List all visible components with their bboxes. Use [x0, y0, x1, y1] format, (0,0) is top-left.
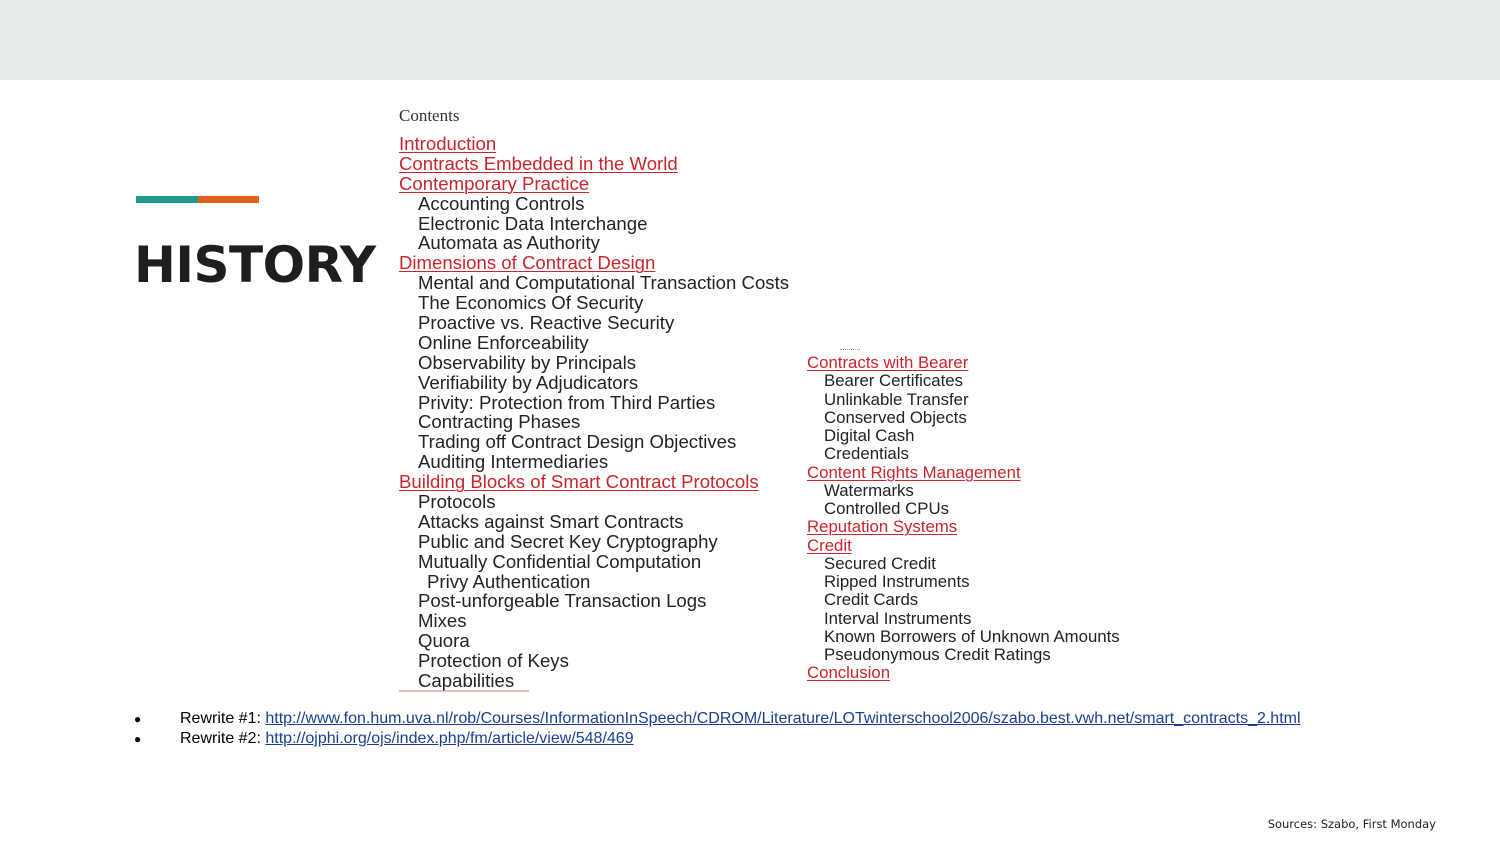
accent-bar-teal [136, 196, 198, 203]
toc-subitem-ripped-instruments: Ripped Instruments [824, 572, 970, 591]
toc-subitem-mixes: Mixes [418, 610, 467, 632]
toc-subitem-proactive-vs-reactive-security: Proactive vs. Reactive Security [418, 312, 675, 334]
toc-link-conclusion[interactable]: Conclusion [807, 663, 891, 683]
sources-footer: Sources: Szabo, First Monday [1267, 817, 1436, 831]
toc-subitem-privity-protection-from-third-parties: Privity: Protection from Third Parties [418, 391, 716, 413]
toc-subitem-protocols: Protocols [418, 491, 496, 513]
toc-subitem-trading-off-contract-design-objectives: Trading off Contract Design Objectives [418, 431, 737, 453]
toc-link-credit[interactable]: Credit [807, 535, 852, 555]
toc-link-contracts-embedded-in-the-world[interactable]: Contracts Embedded in the World [399, 152, 678, 174]
toc-subitem-controlled-cpus: Controlled CPUs [824, 499, 949, 518]
toc-subitem-automata-as-authority: Automata as Authority [418, 232, 600, 254]
toc-right-column [807, 354, 1120, 683]
toc-subitem-public-and-secret-key-cryptography: Public and Secret Key Cryptography [418, 530, 718, 552]
bullet-label: Rewrite #2: [180, 730, 266, 747]
toc-subitem-attacks-against-smart-contracts: Attacks against Smart Contracts [418, 510, 684, 532]
toc-subitem-verifiability-by-adjudicators: Verifiability by Adjudicators [418, 371, 639, 393]
toc-subitem-mental-and-computational-transaction-costs: Mental and Computational Transaction Costs [418, 272, 790, 294]
source-bullet-item [134, 729, 1301, 749]
toc-subitem-secured-credit: Secured Credit [824, 553, 936, 573]
toc-heading: Contents [399, 106, 460, 125]
toc-subitem-electronic-data-interchange: Electronic Data Interchange [418, 212, 648, 234]
toc-subitem-observability-by-principals: Observability by Principals [418, 351, 637, 373]
toc-left-column [399, 134, 789, 691]
toc-link-building-blocks-of-smart-contract-protocols[interactable]: Building Blocks of Smart Contract Protocols [399, 471, 759, 493]
toc-link-contemporary-practice[interactable]: Contemporary Practice [399, 172, 590, 194]
toc-subitem-digital-cash: Digital Cash [824, 426, 915, 445]
toc-subitem-quora: Quora [418, 630, 470, 652]
source-bullet-item [134, 709, 1301, 729]
bullet-dot-icon: ● [134, 712, 142, 726]
toc-subitem-known-borrowers-of-unknown-amounts: Known Borrowers of Unknown Amounts [824, 626, 1120, 646]
toc-subitem-the-economics-of-security: The Economics Of Security [418, 292, 644, 314]
source-link[interactable]: http://ojphi.org/ojs/index.php/fm/article/view/548/469 [265, 730, 634, 747]
slide-title: HISTORY [134, 236, 376, 294]
toc-link-content-rights-management[interactable]: Content Rights Management [807, 462, 1021, 482]
toc-subitem-interval-instruments: Interval Instruments [824, 608, 972, 628]
toc-subitem-pseudonymous-credit-ratings: Pseudonymous Credit Ratings [824, 645, 1051, 664]
toc-link-reputation-systems[interactable]: Reputation Systems [807, 517, 958, 537]
toc-subitem-accounting-controls: Accounting Controls [418, 192, 585, 214]
toc-link-introduction[interactable]: Introduction [399, 133, 497, 154]
toc-subitem-conserved-objects: Conserved Objects [824, 407, 967, 427]
toc-subitem-credentials: Credentials [824, 444, 909, 464]
toc-subitem-mutually-confidential-computation: Mutually Confidential Computation [418, 550, 702, 572]
bullet-dot-icon: ● [134, 732, 142, 746]
source-links-list [134, 709, 1301, 749]
cropped-link-artifact [399, 690, 529, 694]
toc-link-dimensions-of-contract-design[interactable]: Dimensions of Contract Design [399, 252, 656, 274]
toc-subitem-auditing-intermediaries: Auditing Intermediaries [418, 451, 609, 473]
table-of-contents-image [390, 100, 1150, 694]
toc-subitem-watermarks: Watermarks [824, 480, 914, 500]
toc-subitem-credit-cards: Credit Cards [824, 590, 919, 610]
top-banner [0, 0, 1500, 80]
toc-subitem-unlinkable-transfer: Unlinkable Transfer [824, 389, 969, 409]
toc-subitem-contracting-phases: Contracting Phases [418, 411, 581, 433]
toc-link-contracts-with-bearer[interactable]: Contracts with Bearer [807, 353, 969, 372]
toc-subitem-online-enforceability: Online Enforceability [418, 331, 589, 353]
toc-subitem-capabilities: Capabilities [418, 670, 515, 692]
toc-subitem-protection-of-keys: Protection of Keys [418, 650, 569, 672]
accent-bar-orange [198, 196, 259, 203]
source-link[interactable]: http://www.fon.hum.uva.nl/rob/Courses/InformationInSpeech/CDROM/Literature/LOTwinterschool2006/szabo.best.vwh.net/smart_contracts_2.html [265, 710, 1301, 727]
toc-subitem-bearer-certificates: Bearer Certificates [824, 371, 963, 391]
toc-subitem-post-unforgeable-transaction-logs: Post-unforgeable Transaction Logs [418, 590, 707, 612]
bullet-label: Rewrite #1: [180, 710, 266, 727]
toc-subitem-privy-authentication: Privy Authentication [427, 570, 591, 592]
